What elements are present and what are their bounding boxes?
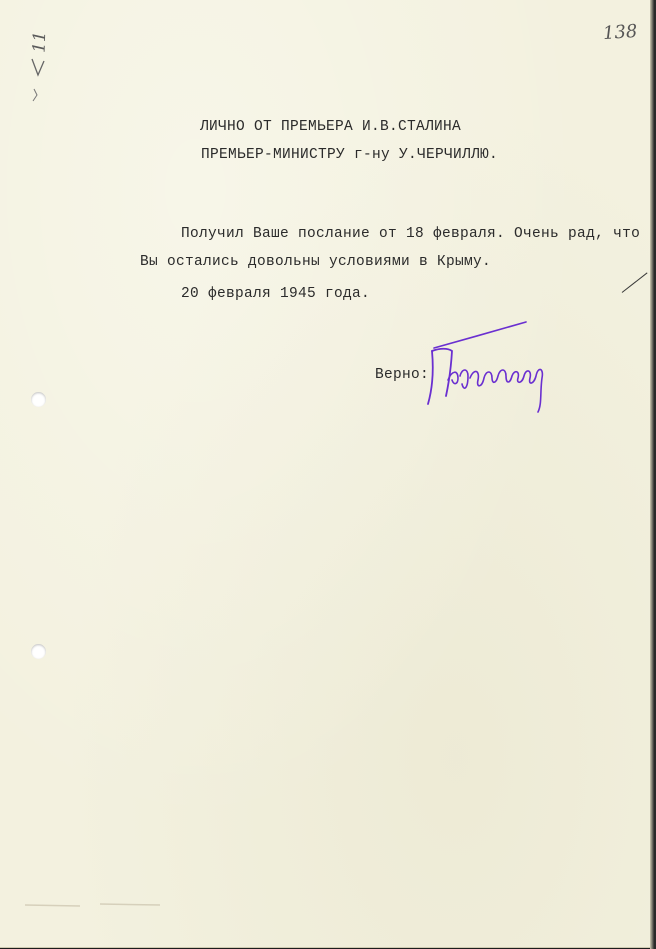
body-line-1: Получил Ваше послание от 18 февраля. Очень рад, что (181, 226, 641, 242)
pencil-stroke (622, 272, 648, 292)
header-line-2: ПРЕМЬЕР-МИНИСТРУ г-ну У.ЧЕРЧИЛЛЮ. (201, 147, 499, 163)
faint-pencil-residue (20, 895, 220, 915)
archive-page-number: 138 (602, 20, 639, 45)
punch-hole-top (31, 392, 46, 407)
margin-pencil-mark: 11 (29, 30, 51, 54)
margin-pencil-check (28, 55, 48, 105)
scan-edge (650, 0, 656, 949)
body-line-2: Вы остались довольны условиями в Крыму. (140, 254, 492, 270)
date-line: 20 февраля 1945 года. (181, 286, 371, 302)
header-line-1: ЛИЧНО ОТ ПРЕМЬЕРА И.В.СТАЛИНА (200, 119, 462, 135)
punch-hole-bottom (31, 644, 46, 659)
signature (418, 318, 558, 418)
certification-label: Верно: (375, 367, 430, 383)
